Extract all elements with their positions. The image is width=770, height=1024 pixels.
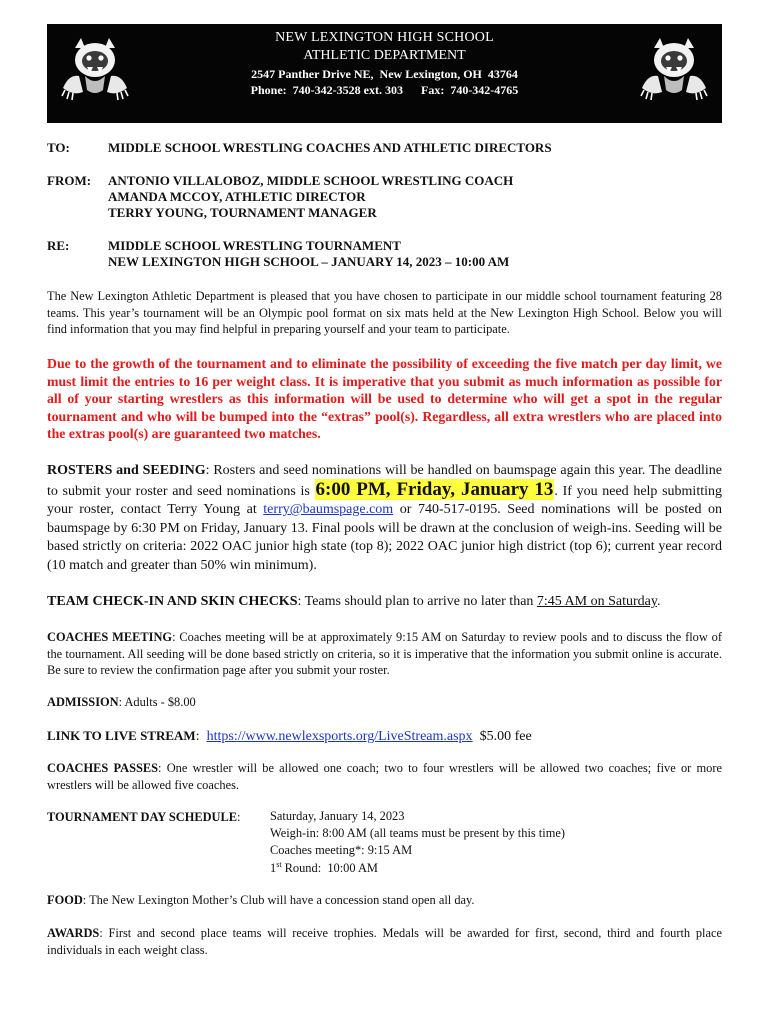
awards-heading: AWARDS	[47, 926, 100, 940]
letterhead	[47, 24, 722, 123]
schedule-weighin: Weigh-in: 8:00 AM (all teams must be present by this time)	[270, 826, 565, 840]
from-label: FROM:	[47, 173, 92, 188]
awards-section	[47, 925, 722, 958]
checkin-text: : Teams should plan to arrive no later than	[297, 594, 537, 609]
department-name: ATHLETIC DEPARTMENT	[303, 48, 466, 63]
to-label: TO:	[47, 140, 70, 155]
rosters-section	[47, 462, 722, 575]
re-line: NEW LEXINGTON HIGH SCHOOL – JANUARY 14, 2023 – 10:00 AM	[108, 254, 510, 269]
roster-deadline: 6:00 PM, Friday, January 13	[315, 478, 554, 500]
schedule-colon: :	[237, 810, 241, 824]
coaches-passes-section	[47, 760, 722, 793]
re-label: RE:	[47, 238, 70, 253]
school-address: 2547 Panther Drive NE, New Lexington, OH 43764	[251, 67, 518, 81]
contact-email-link[interactable]: terry@baumspage.com	[263, 502, 394, 517]
livestream-heading: LINK TO LIVE STREAM	[47, 728, 196, 743]
coaches-meeting-heading: COACHES MEETING	[47, 630, 173, 644]
re-subject	[108, 238, 728, 270]
checkin-end: .	[656, 594, 661, 609]
admission-section	[47, 694, 722, 711]
schedule-date: Saturday, January 14, 2023	[270, 809, 405, 823]
schedule-coaches-meeting: Coaches meeting*: 9:15 AM	[270, 843, 413, 857]
round-number: 1	[270, 861, 277, 876]
food-section	[47, 892, 722, 909]
schedule-first-round	[270, 860, 378, 876]
panther-logo-icon	[636, 30, 712, 106]
round-suffix: st	[276, 860, 282, 869]
livestream-link[interactable]: https://www.newlexsports.org/LiveStream.aspx	[206, 729, 473, 744]
coaches-passes-heading: COACHES PASSES	[47, 761, 159, 775]
entry-limit-warning: Due to the growth of the tournament and to eliminate the possibility of exceeding the five match per day limit, we must limit the entries to 16 per weight class. It is imperative that you submit as much information as possible for all of your starting wrestlers as this information will be used to determine who will get a spot in the regular tournament and who will be bumped into the “extras” pool(s). Regardless, all extra wrestlers who are placed into the extras pool(s) are guaranteed two matches.	[47, 356, 722, 442]
livestream-fee: $5.00 fee	[472, 729, 532, 744]
rosters-text: . If you need help submitting your roster, contact Terry Young at	[47, 483, 722, 517]
food-heading: FOOD	[47, 893, 83, 907]
from-line: AMANDA MCCOY, ATHLETIC DIRECTOR	[108, 189, 366, 204]
re-line: MIDDLE SCHOOL WRESTLING TOURNAMENT	[108, 238, 401, 253]
livestream-colon: :	[195, 729, 207, 744]
school-name: NEW LEXINGTON HIGH SCHOOL	[275, 30, 494, 45]
checkin-heading: TEAM CHECK-IN AND SKIN CHECKS	[47, 594, 298, 609]
rosters-text: : Rosters and seed nominations will be handled on baumspage again this year. The deadline to submit your roster and seed nominations is	[47, 463, 722, 499]
from-line: TERRY YOUNG, TOURNAMENT MANAGER	[108, 205, 377, 220]
rosters-heading: ROSTERS and SEEDING	[47, 463, 206, 478]
schedule-heading: TOURNAMENT DAY SCHEDULE	[47, 810, 238, 824]
coaches-meeting-section	[47, 629, 722, 679]
intro-paragraph: The New Lexington Athletic Department is pleased that you have chosen to participate in our middle school tournament featuring 28 teams. This year’s tournament will be an Olympic pool format on six mats held at the New Lexington High School. Below you will find information that you may find helpful in preparing yourself and your team to participate.	[47, 289, 722, 336]
livestream-section	[47, 727, 722, 746]
admission-heading: ADMISSION	[47, 695, 119, 709]
coaches-meeting-text: : Coaches meeting will be at approximately 9:15 AM on Saturday to review pools and to discuss the flow of the tournament. All seeding will be done based strictly on criteria, so it is imperative that the information you submit online is accurate. Be sure to review the confirmation page after you submit your roster.	[47, 630, 722, 677]
from-line: ANTONIO VILLALOBOZ, MIDDLE SCHOOL WRESTLING COACH	[108, 173, 514, 188]
awards-text: : First and second place teams will receive trophies. Medals will be awarded for first, second, third and fourth place individuals in each weight class.	[47, 926, 722, 957]
round-time: Round: 10:00 AM	[281, 861, 378, 876]
phone-fax: Phone: 740-342-3528 ext. 303 Fax: 740-342-4765	[250, 83, 519, 97]
to-recipients: MIDDLE SCHOOL WRESTLING COACHES AND ATHLETIC DIRECTORS	[108, 140, 552, 155]
checkin-section	[47, 593, 722, 611]
admission-text: : Adults - $8.00	[118, 695, 196, 709]
checkin-time: 7:45 AM on Saturday	[536, 594, 657, 609]
rosters-text: or 740-517-0195. Seed nominations will be posted on baumspage by 6:30 PM on Friday, January 13. Final pools will be drawn at the conclusion of weigh-ins. Seeding will be based strictly on criteria: 2022 OAC junior high state (top 8); 2022 OAC junior high district (top 6); current year record (10 match and greater than 50% win minimum).	[47, 502, 722, 573]
food-text: : The New Lexington Mother’s Club will have a concession stand open all day.	[82, 893, 475, 907]
from-senders	[108, 173, 728, 221]
coaches-passes-text: : One wrestler will be allowed one coach; two to four wrestlers will be allowed two coaches; five or more wrestlers will be allowed five coaches.	[47, 761, 722, 792]
